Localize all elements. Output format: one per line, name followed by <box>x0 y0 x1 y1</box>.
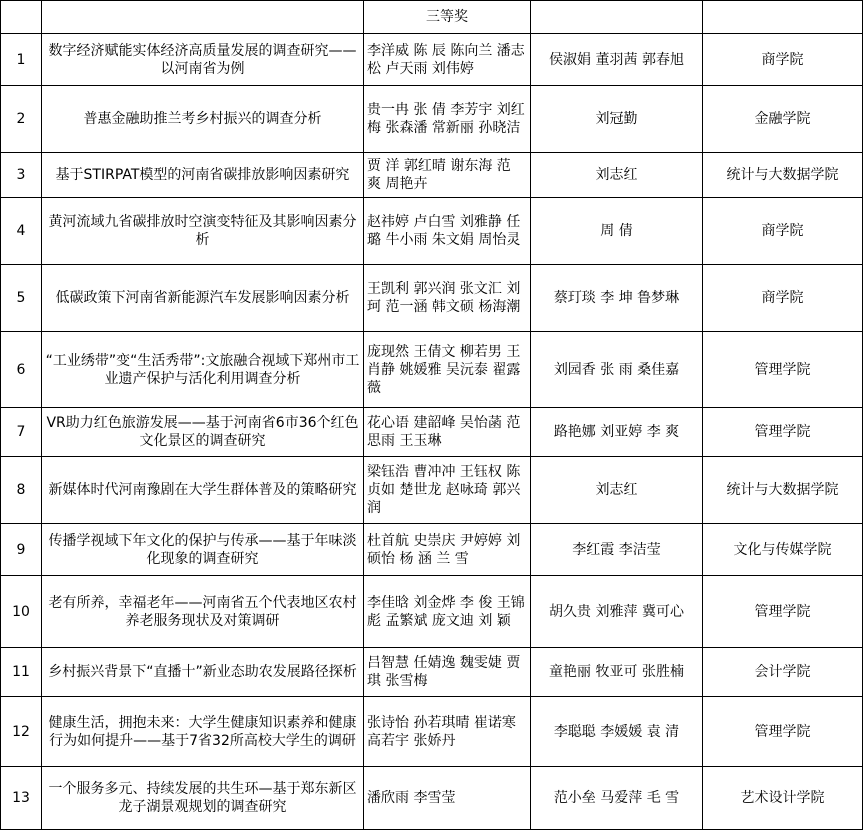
team-members: 吕智慧 任婧逸 魏雯婕 贾 琪 张雪梅 <box>364 648 531 697</box>
row-number: 6 <box>1 332 42 408</box>
team-members: 王凯利 郭兴润 张文汇 刘 珂 范一涵 韩文硕 杨海潮 <box>364 265 531 332</box>
advisors: 刘志红 <box>531 153 703 198</box>
advisors: 刘冠勤 <box>531 86 703 153</box>
row-number: 9 <box>1 524 42 576</box>
row-number: 7 <box>1 408 42 457</box>
table-row <box>1 576 863 648</box>
college: 统计与大数据学院 <box>703 457 863 524</box>
team-members: 梁钰浩 曹冲冲 王钰权 陈贞如 楚世龙 赵咏琦 郭兴润 <box>364 457 531 524</box>
team-members: 赵祎婷 卢白雪 刘雅静 任 璐 牛小雨 朱文娟 周怡灵 <box>364 198 531 265</box>
project-title: 新媒体时代河南豫剧在大学生群体普及的策略研究 <box>42 457 364 524</box>
project-title: 黄河流域九省碳排放时空演变特征及其影响因素分析 <box>42 198 364 265</box>
table-row <box>1 86 863 153</box>
team-members: 花心语 建韶峰 吴怡菡 范思雨 王玉琳 <box>364 408 531 457</box>
table-row <box>1 153 863 198</box>
project-title: 传播学视域下年文化的保护与传承——基于年味淡化现象的调查研究 <box>42 524 364 576</box>
project-title: “工业绣带”变“生活秀带”:文旅融合视域下郑州市工业遗产保护与活化利用调查分析 <box>42 332 364 408</box>
advisors: 李红霞 李洁莹 <box>531 524 703 576</box>
row-number: 3 <box>1 153 42 198</box>
team-members: 贾 洋 郭红晴 谢东海 范 爽 周艳卉 <box>364 153 531 198</box>
table-row <box>1 648 863 697</box>
table-row <box>1 34 863 86</box>
team-members: 李洋威 陈 辰 陈向兰 潘志松 卢天雨 刘伟婷 <box>364 34 531 86</box>
row-number: 10 <box>1 576 42 648</box>
advisors: 路艳娜 刘亚婷 李 爽 <box>531 408 703 457</box>
project-title: 数字经济赋能实体经济高质量发展的调查研究——以河南省为例 <box>42 34 364 86</box>
college: 管理学院 <box>703 697 863 767</box>
table-row <box>1 408 863 457</box>
table-row <box>1 198 863 265</box>
project-title: 低碳政策下河南省新能源汽车发展影响因素分析 <box>42 265 364 332</box>
advisors: 刘园香 张 雨 桑佳嘉 <box>531 332 703 408</box>
awards-table-body <box>1 1 863 830</box>
college: 艺术设计学院 <box>703 767 863 830</box>
college: 商学院 <box>703 265 863 332</box>
project-title: 基于STIRPAT模型的河南省碳排放影响因素研究 <box>42 153 364 198</box>
team-members: 李佳晗 刘金烨 李 俊 王锦彪 孟繁斌 庞文迪 刘 颖 <box>364 576 531 648</box>
advisors: 周 倩 <box>531 198 703 265</box>
row-number: 8 <box>1 457 42 524</box>
advisors: 李聪聪 李媛媛 袁 清 <box>531 697 703 767</box>
advisors: 侯淑娟 董羽茜 郭春旭 <box>531 34 703 86</box>
project-title: 乡村振兴背景下“直播十”新业态助农发展路径探析 <box>42 648 364 697</box>
college: 金融学院 <box>703 86 863 153</box>
table-row <box>1 457 863 524</box>
project-title: 普惠金融助推兰考乡村振兴的调查分析 <box>42 86 364 153</box>
team-members: 贵一冉 张 倩 李芳宇 刘红梅 张森潘 常新丽 孙晓洁 <box>364 86 531 153</box>
table-row <box>1 767 863 830</box>
row-number: 1 <box>1 34 42 86</box>
team-members: 张诗怡 孙若琪晴 崔诺寒 高若宇 张娇丹 <box>364 697 531 767</box>
advisors: 童艳丽 牧亚可 张胜楠 <box>531 648 703 697</box>
table-header-title: 三等奖 <box>364 1 531 34</box>
table-header-row <box>1 1 863 34</box>
college: 商学院 <box>703 34 863 86</box>
project-title: 老有所养，幸福老年——河南省五个代表地区农村养老服务现状及对策调研 <box>42 576 364 648</box>
row-number: 12 <box>1 697 42 767</box>
table-row <box>1 332 863 408</box>
table-row <box>1 524 863 576</box>
college: 管理学院 <box>703 408 863 457</box>
college: 统计与大数据学院 <box>703 153 863 198</box>
advisors: 胡久贵 刘雅萍 冀可心 <box>531 576 703 648</box>
project-title: 一个服务多元、持续发展的共生环—基于郑东新区龙子湖景观规划的调查研究 <box>42 767 364 830</box>
team-members: 杜首航 史崇庆 尹婷婷 刘硕怡 杨 涵 兰 雪 <box>364 524 531 576</box>
team-members: 庞现然 王倩文 柳若男 王肖静 姚媛雅 吴沅泰 翟露薇 <box>364 332 531 408</box>
college: 商学院 <box>703 198 863 265</box>
advisors: 刘志红 <box>531 457 703 524</box>
advisors: 范小垒 马爱萍 毛 雪 <box>531 767 703 830</box>
college: 管理学院 <box>703 332 863 408</box>
project-title: 健康生活，拥抱未来：大学生健康知识素养和健康行为如何提升——基于7省32所高校大学生的调研 <box>42 697 364 767</box>
team-members: 潘欣雨 李雪莹 <box>364 767 531 830</box>
college: 管理学院 <box>703 576 863 648</box>
table-row <box>1 697 863 767</box>
row-number: 13 <box>1 767 42 830</box>
project-title: VR助力红色旅游发展——基于河南省6市36个红色文化景区的调查研究 <box>42 408 364 457</box>
advisors: 蔡玎琰 李 坤 鲁梦琳 <box>531 265 703 332</box>
row-number: 4 <box>1 198 42 265</box>
row-number: 5 <box>1 265 42 332</box>
row-number: 11 <box>1 648 42 697</box>
college: 会计学院 <box>703 648 863 697</box>
table-row <box>1 265 863 332</box>
row-number: 2 <box>1 86 42 153</box>
college: 文化与传媒学院 <box>703 524 863 576</box>
